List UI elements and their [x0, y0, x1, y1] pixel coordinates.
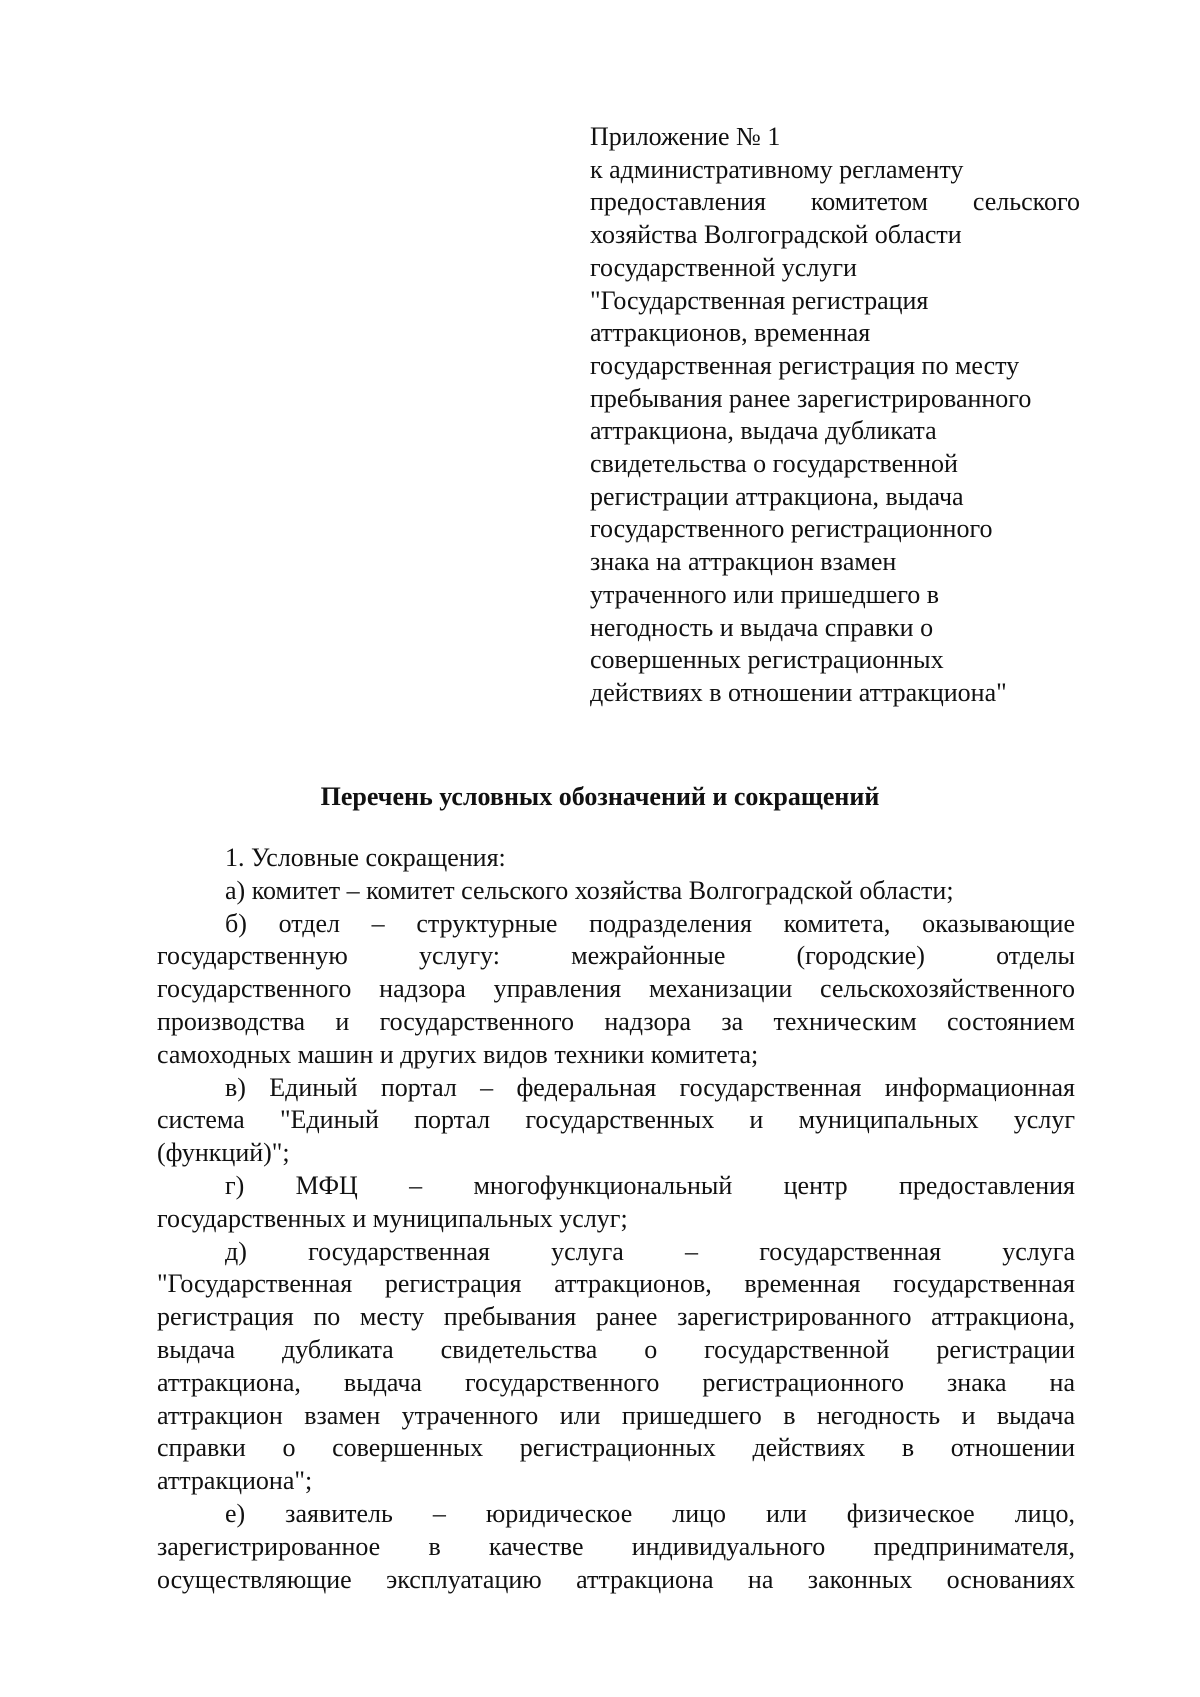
body-line: в) Единый портал – федеральная государственная информационная	[225, 1072, 1075, 1102]
appendix-line: предоставления комитетом сельского	[590, 187, 1080, 217]
abbreviations-list	[157, 842, 1075, 1596]
body-line: а) комитет – комитет сельского хозяйства Волгоградской области;	[225, 875, 954, 905]
body-line: система "Единый портал государственных и муниципальных услуг	[157, 1105, 1075, 1135]
section-heading: Перечень условных обозначений и сокращений	[320, 782, 880, 811]
appendix-line: знака на аттракцион взамен	[590, 547, 897, 577]
body-line: производства и государственного надзора за техническим состоянием	[157, 1006, 1075, 1036]
appendix-line: аттракциона, выдача дубликата	[590, 416, 937, 446]
body-line: 1. Условные сокращения:	[225, 843, 506, 872]
body-line: осуществляющие эксплуатацию аттракциона на законных основаниях	[157, 1564, 1075, 1594]
appendix-line: государственная регистрация по месту	[590, 350, 1020, 380]
appendix-line: "Государственная регистрация	[590, 285, 929, 315]
appendix-line: к административному регламенту	[590, 154, 964, 184]
body-line: государственного надзора управления механизации сельскохозяйственного	[157, 974, 1075, 1004]
body-line: (функций)";	[157, 1138, 290, 1168]
body-line: "Государственная регистрация аттракционов, временная государственная	[157, 1269, 1075, 1299]
appendix-line: хозяйства Волгоградской области	[590, 220, 962, 250]
body-line: государственных и муниципальных услуг;	[157, 1203, 628, 1233]
appendix-line: Приложение № 1	[590, 122, 781, 151]
body-line: выдача дубликата свидетельства о государственной регистрации	[157, 1334, 1075, 1364]
body-line: аттракцион взамен утраченного или пришедшего в негодность и выдача	[157, 1400, 1075, 1430]
appendix-line: пребывания ранее зарегистрированного	[590, 383, 1032, 413]
body-line: справки о совершенных регистрационных действиях в отношении	[157, 1433, 1075, 1463]
appendix-line: государственного регистрационного	[590, 514, 993, 544]
appendix-line: аттракционов, временная	[590, 318, 871, 348]
appendix-line: утраченного или пришедшего в	[590, 579, 940, 609]
body-line: зарегистрированное в качестве индивидуального предпринимателя,	[157, 1531, 1075, 1561]
body-line: государственную услугу: межрайонные (городские) отделы	[157, 941, 1075, 971]
appendix-line: действиях в отношении аттракциона"	[590, 677, 1007, 707]
body-line: д) государственная услуга – государственная услуга	[225, 1236, 1075, 1266]
appendix-block	[590, 121, 1080, 710]
body-line: б) отдел – структурные подразделения комитета, оказывающие	[225, 908, 1075, 938]
body-line: регистрация по месту пребывания ранее зарегистрированного аттракциона,	[157, 1302, 1075, 1332]
body-line: самоходных машин и других видов техники комитета;	[157, 1039, 759, 1069]
body-line: аттракциона, выдача государственного регистрационного знака на	[157, 1367, 1075, 1397]
appendix-line: негодность и выдача справки о	[590, 612, 934, 642]
body-line: е) заявитель – юридическое лицо или физическое лицо,	[225, 1498, 1075, 1528]
appendix-line: регистрации аттракциона, выдача	[590, 481, 964, 511]
appendix-line: свидетельства о государственной	[590, 449, 958, 479]
appendix-line: совершенных регистрационных	[590, 645, 944, 675]
appendix-line: государственной услуги	[590, 252, 857, 282]
body-line: аттракциона";	[157, 1466, 313, 1496]
body-line: г) МФЦ – многофункциональный центр предоставления	[225, 1170, 1075, 1200]
